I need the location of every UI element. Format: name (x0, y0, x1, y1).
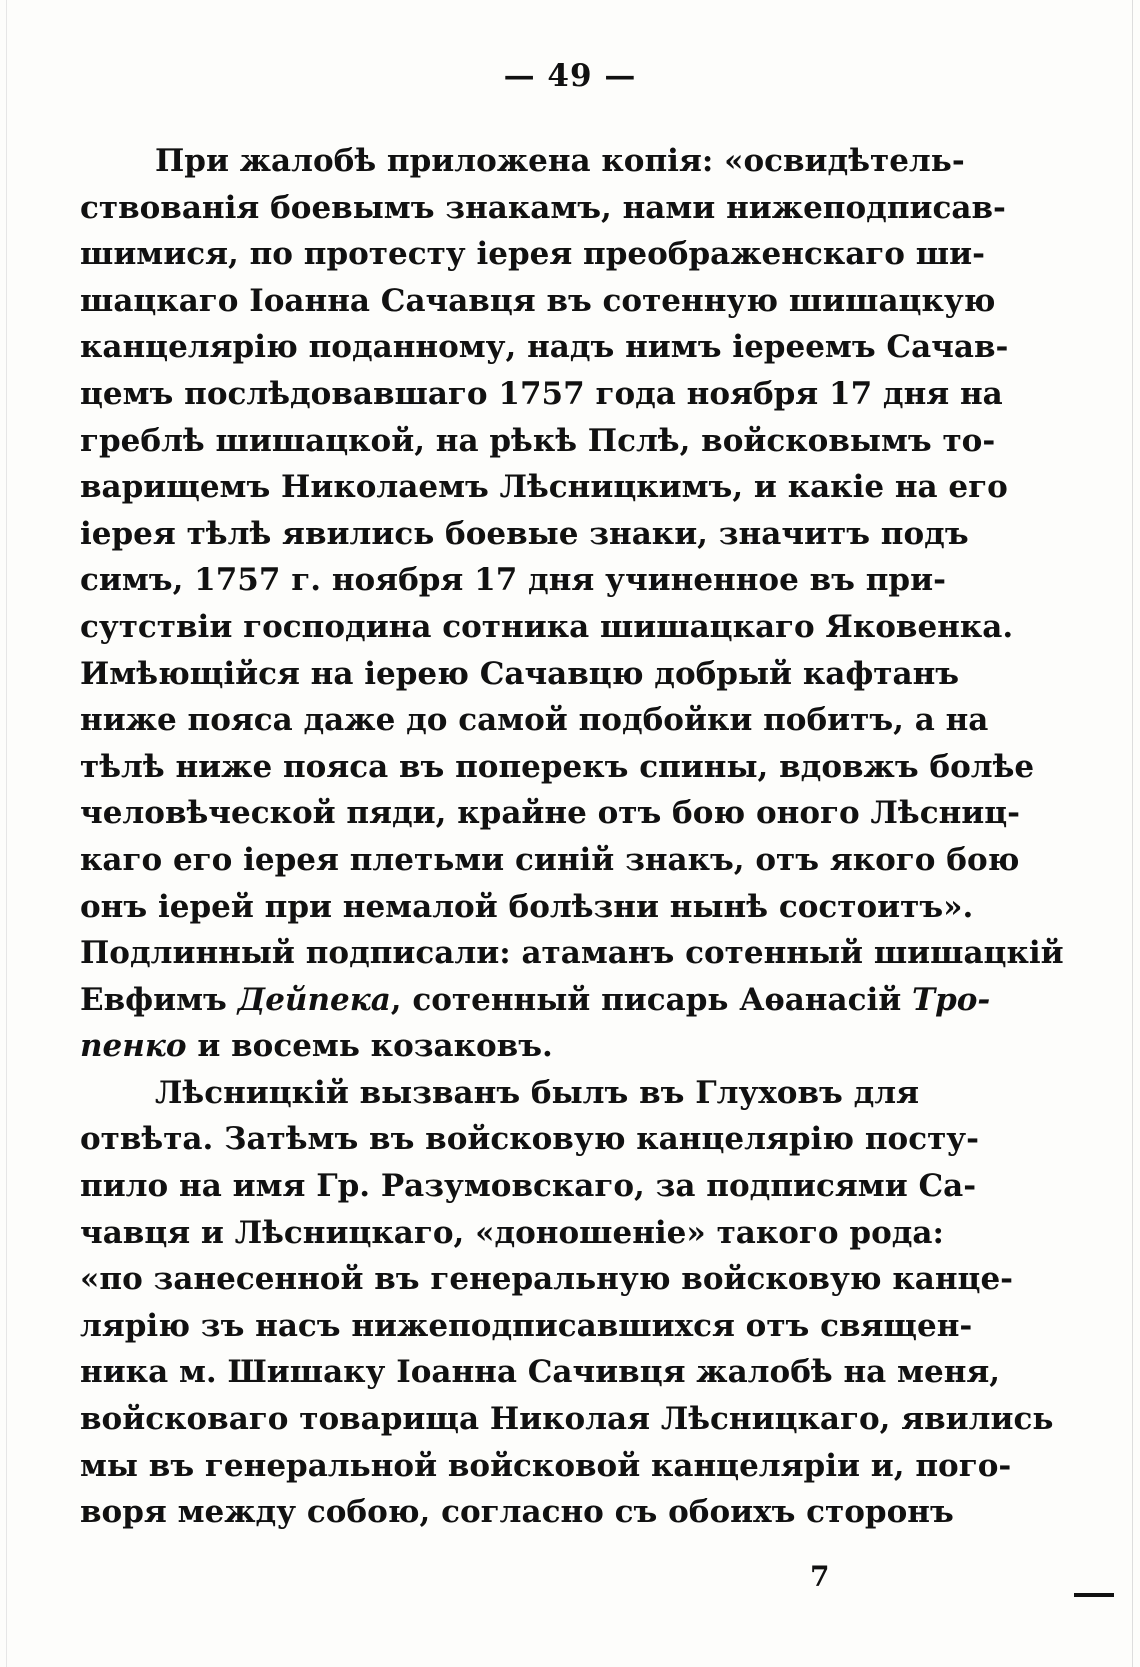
paragraph-2 (80, 1070, 1054, 1536)
text-line: цемъ послѣдовавшаго 1757 года ноября 17 дня на (80, 375, 1003, 412)
page-left-edge (6, 0, 7, 1667)
text-line: Лѣсницкій вызванъ былъ въ Глуховъ для (155, 1074, 919, 1111)
text-line: онъ іерей при немалой болѣзни нынѣ состоитъ». (80, 888, 974, 925)
surname-deipeka: Дейпека (237, 981, 391, 1018)
surname-tropenko-part1: Тро- (912, 981, 991, 1018)
page-right-edge (1132, 0, 1133, 1667)
text-line: воря между собою, согласно съ обоихъ сторонъ (80, 1494, 954, 1531)
text-segment: и восемь козаковъ. (186, 1028, 553, 1065)
text-line: каго его іерея плетьми синій знакъ, отъ якого бою (80, 841, 1020, 878)
text-line: отвѣта. Затѣмъ въ войсковую канцелярію посту- (80, 1121, 980, 1158)
text-line: Подлинный подписали: атаманъ сотенный шишацкій (80, 935, 1064, 972)
text-line: симъ, 1757 г. ноября 17 дня учиненное въ при- (80, 562, 946, 599)
body-text (80, 138, 1064, 1536)
text-line: При жалобѣ приложена копія: «освидѣтель- (155, 143, 965, 179)
surname-tropenko-part2: пенко (80, 1028, 187, 1065)
text-line: человѣческой пяди, крайне отъ бою оного Лѣсниц- (80, 795, 1021, 832)
text-segment: Евфимъ (80, 981, 238, 1018)
text-line: мы въ генеральной войсковой канцеляріи и, пого- (80, 1447, 1012, 1484)
text-line: ниже пояса даже до самой подбойки побитъ, а на (80, 702, 989, 739)
text-line-signatures (80, 977, 991, 1024)
text-line: варищемъ Николаемъ Лѣсницкимъ, и какіе на его (80, 469, 1008, 506)
printer-signature-mark: 7 (810, 1560, 830, 1593)
text-line: ствованія боевымъ знакамъ, нами нижеподписав- (80, 189, 1006, 226)
text-line: войсковаго товарища Николая Лѣсницкаго, явились (80, 1401, 1054, 1438)
text-line: Имѣющійся на іерею Сачавцю добрый кафтанъ (80, 655, 960, 692)
paragraph-1 (80, 138, 1064, 1070)
text-line-last (80, 1023, 915, 1070)
text-segment: , сотенный писарь Аѳанасій (390, 981, 913, 1018)
text-line: сутствіи господина сотника шишацкаго Яковенка. (80, 608, 1014, 645)
text-line: «по занесенной въ генеральную войсковую канце- (80, 1261, 1014, 1298)
text-line: лярію зъ насъ нижеподписавшихся отъ священ- (80, 1307, 973, 1344)
text-line: канцелярію поданному, надъ нимъ іереемъ Сачав- (80, 329, 1009, 366)
text-line: шимися, по протесту іерея преображенскаго ши- (80, 236, 985, 273)
text-line: греблѣ шишацкой, на рѣкѣ Пслѣ, войсковымъ то- (80, 422, 996, 459)
text-line: ника м. Шишаку Іоанна Сачивця жалобѣ на меня, (80, 1354, 1001, 1391)
text-line: пило на имя Гр. Разумовскаго, за подписями Са- (80, 1168, 977, 1205)
text-line: тѣлѣ ниже пояса въ поперекъ спины, вдовжъ болѣе (80, 748, 1035, 785)
text-line: іерея тѣлѣ явились боевые знаки, значитъ подъ (80, 515, 969, 552)
edge-mark (1074, 1593, 1114, 1597)
text-line: шацкаго Іоанна Сачавця въ сотенную шишацкую (80, 282, 996, 319)
text-line: чавця и Лѣсницкаго, «доношеніе» такого рода: (80, 1214, 944, 1251)
page-number: — 49 — (503, 58, 637, 94)
